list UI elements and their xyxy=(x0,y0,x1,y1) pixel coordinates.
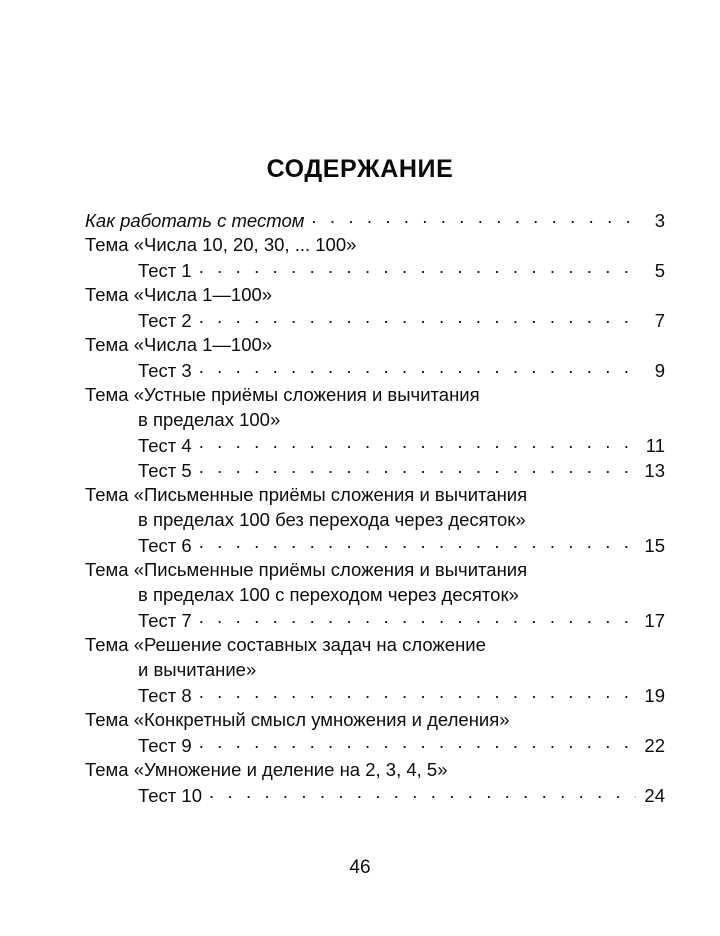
toc-entry-label: Тема «Числа 10, 20, 30, ... 100» xyxy=(85,234,357,255)
toc-entry-label: Тест 1 xyxy=(138,260,192,281)
toc-entry-label: Тема «Устные приёмы сложения и вычитания xyxy=(85,384,480,405)
toc-entry-page-number: 13 xyxy=(644,460,665,481)
toc-entry-label: Тест 8 xyxy=(138,685,192,706)
dot-leader xyxy=(199,609,636,627)
toc-entry xyxy=(85,584,665,609)
toc-entry xyxy=(85,684,665,709)
toc-entry-label: Тема «Письменные приёмы сложения и вычитания xyxy=(85,484,528,505)
toc-entry xyxy=(85,759,665,784)
toc-entry xyxy=(85,409,665,434)
dot-leader xyxy=(199,359,636,377)
toc-entry xyxy=(85,534,665,559)
toc-entry xyxy=(85,609,665,634)
toc-entry-label: в пределах 100» xyxy=(138,409,281,430)
table-of-contents xyxy=(85,209,665,809)
toc-entry-label: Тема «Умножение и деление на 2, 3, 4, 5» xyxy=(85,759,448,780)
toc-entry-label: Тема «Конкретный смысл умножения и деления» xyxy=(85,709,510,730)
dot-leader xyxy=(199,684,636,702)
toc-entry xyxy=(85,659,665,684)
toc-entry-page-number: 22 xyxy=(644,735,665,756)
toc-entry-label: Тест 5 xyxy=(138,460,192,481)
toc-entry xyxy=(85,259,665,284)
toc-entry xyxy=(85,784,665,809)
toc-entry-label: Тема «Решение составных задач на сложение xyxy=(85,634,486,655)
toc-entry-page-number: 9 xyxy=(654,360,665,381)
toc-entry xyxy=(85,284,665,309)
toc-entry xyxy=(85,559,665,584)
toc-entry-page-number: 11 xyxy=(645,435,665,456)
toc-entry-label: Тест 7 xyxy=(138,610,192,631)
dot-leader xyxy=(311,209,636,227)
toc-entry xyxy=(85,359,665,384)
toc-entry xyxy=(85,734,665,759)
toc-entry-label: Тест 9 xyxy=(138,735,192,756)
toc-entry xyxy=(85,384,665,409)
toc-entry-label: и вычитание» xyxy=(138,659,257,680)
toc-entry-label: Как работать с тестом xyxy=(85,210,305,231)
toc-entry-page-number: 7 xyxy=(654,310,665,331)
toc-entry-label: Тест 4 xyxy=(138,435,192,456)
dot-leader xyxy=(199,259,636,277)
dot-leader xyxy=(199,434,636,452)
toc-entry xyxy=(85,709,665,734)
toc-entry-page-number: 5 xyxy=(654,260,665,281)
toc-entry xyxy=(85,459,665,484)
toc-entry-label: Тема «Числа 1—100» xyxy=(85,334,273,355)
dot-leader xyxy=(209,784,636,802)
toc-entry xyxy=(85,334,665,359)
toc-entry-label: Тема «Письменные приёмы сложения и вычитания xyxy=(85,559,528,580)
toc-entry-page-number: 24 xyxy=(644,785,665,806)
toc-entry xyxy=(85,509,665,534)
toc-entry-page-number: 3 xyxy=(654,210,665,231)
toc-entry xyxy=(85,309,665,334)
toc-entry-label: в пределах 100 без перехода через десяток» xyxy=(138,509,526,530)
toc-entry-label: Тест 2 xyxy=(138,310,192,331)
dot-leader xyxy=(199,534,636,552)
toc-entry-page-number: 15 xyxy=(644,535,665,556)
toc-entry xyxy=(85,209,665,234)
toc-entry-label: Тест 10 xyxy=(138,785,202,806)
toc-entry-page-number: 17 xyxy=(644,610,665,631)
toc-entry-label: Тест 3 xyxy=(138,360,192,381)
toc-entry-label: Тест 6 xyxy=(138,535,192,556)
dot-leader xyxy=(199,734,636,752)
toc-entry-label: Тема «Числа 1—100» xyxy=(85,284,273,305)
toc-entry xyxy=(85,234,665,259)
toc-entry xyxy=(85,634,665,659)
toc-entry xyxy=(85,434,665,459)
toc-entry xyxy=(85,484,665,509)
dot-leader xyxy=(199,309,636,327)
toc-entry-label: в пределах 100 с переходом через десяток» xyxy=(138,584,519,605)
footer-page-number: 46 xyxy=(349,857,371,878)
page-title: СОДЕРЖАНИЕ xyxy=(266,155,454,183)
toc-entry-page-number: 19 xyxy=(644,685,665,706)
dot-leader xyxy=(199,459,636,477)
